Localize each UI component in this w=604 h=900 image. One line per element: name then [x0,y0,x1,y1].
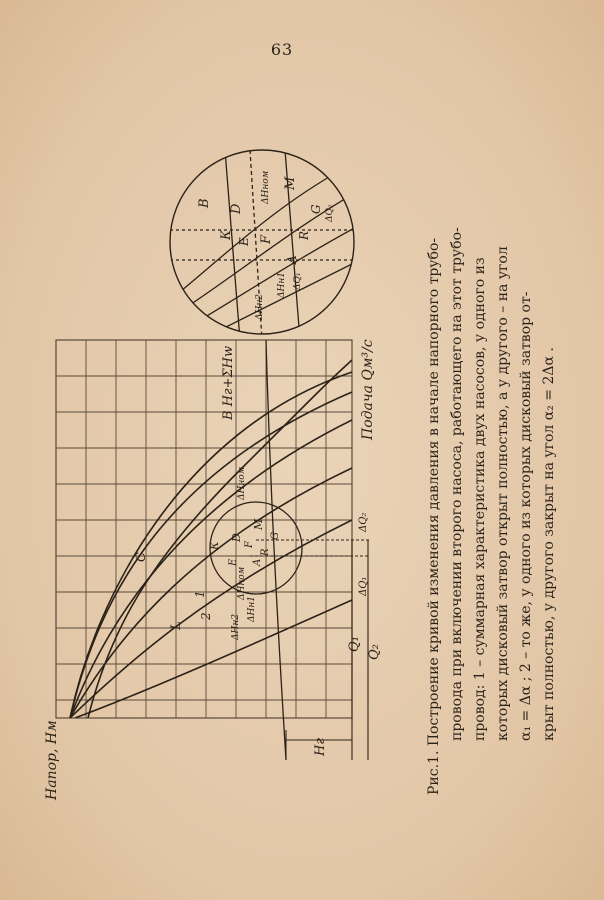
inset-label-a: A [285,255,299,264]
inset-label-d: D [229,203,244,214]
curve-label-c: С [134,552,149,562]
point-label-r: R [260,548,271,556]
label-dq1: ΔQ₁ [358,576,369,596]
inset-label-g: G [309,204,323,214]
inset-label-f: F [259,234,274,244]
inset-label-k: К [219,229,234,240]
label-hr: Нг [313,738,328,756]
y-axis-label: Напор, Нм [44,720,60,800]
x-axis-label: Подача Qм³/с [360,339,376,440]
label-dh-nom-main: ΔНном [237,466,247,500]
inset-label-dq1: ΔQ₁ [293,272,303,290]
caption-line: провод: 1 – суммарная характеристика двух насосов, у одного из [472,257,488,741]
curve-label-2: 2 [199,612,213,620]
curve-2 [70,468,352,718]
point-label-k: К [208,541,221,550]
caption-line: α₁ = Δα ; 2 – то же, у одного из которых дисковый затвор от- [518,291,534,741]
label-dh-n2: ΔНн2 [231,613,241,640]
caption-line: крыт полностью, у другого закрыт на угол α₂ = 2Δα . [541,347,557,741]
caption-line: которых дисковый затвор открыт полностью, а у другого – на угол [495,246,511,741]
inset-label-e: Е [237,237,251,246]
point-label-f: F [244,541,255,548]
detail-circle [210,502,302,594]
inset-label-dh-n1: ΔНн1 [277,271,287,298]
point-label-e: Е [228,558,239,566]
curve-1 [70,420,352,718]
label-dh-nom-left: ΔНном [237,566,247,600]
inset-label-r: R [297,230,311,240]
label-dq2: ΔQ₂ [358,512,369,532]
page-number: 63 [270,40,294,59]
label-dh-n1: ΔНн1 [247,595,257,622]
label-q2: Q₂ [367,644,382,660]
point-label-g: G [270,532,281,540]
point-label-m: M [252,518,265,530]
point-label-d: D [230,533,243,542]
caption-line: провода при включении второго насоса, работающего на этот трубо- [449,227,465,741]
inset-label-dh-n2: ΔНн2 [255,293,265,320]
inset-label-m: M [283,176,298,190]
figure-caption [423,155,603,795]
curve-label-1: 1 [193,590,207,598]
inset-label-dh-nom: ΔНном [261,170,271,204]
point-label-a: A [252,558,263,566]
curve-label-l: L [169,621,184,630]
chart-grid [56,340,352,718]
inset-detail [170,150,360,350]
caption-line: Рис.1. Построение кривой изменения давления в начале напорного трубо- [426,237,442,795]
inset-label-b: В [197,198,212,208]
inset-label-dq2: ΔQ₂ [325,204,335,222]
label-q1: Q₁ [347,636,362,652]
curve-label-b: В Нг+ΣHw [221,345,236,420]
